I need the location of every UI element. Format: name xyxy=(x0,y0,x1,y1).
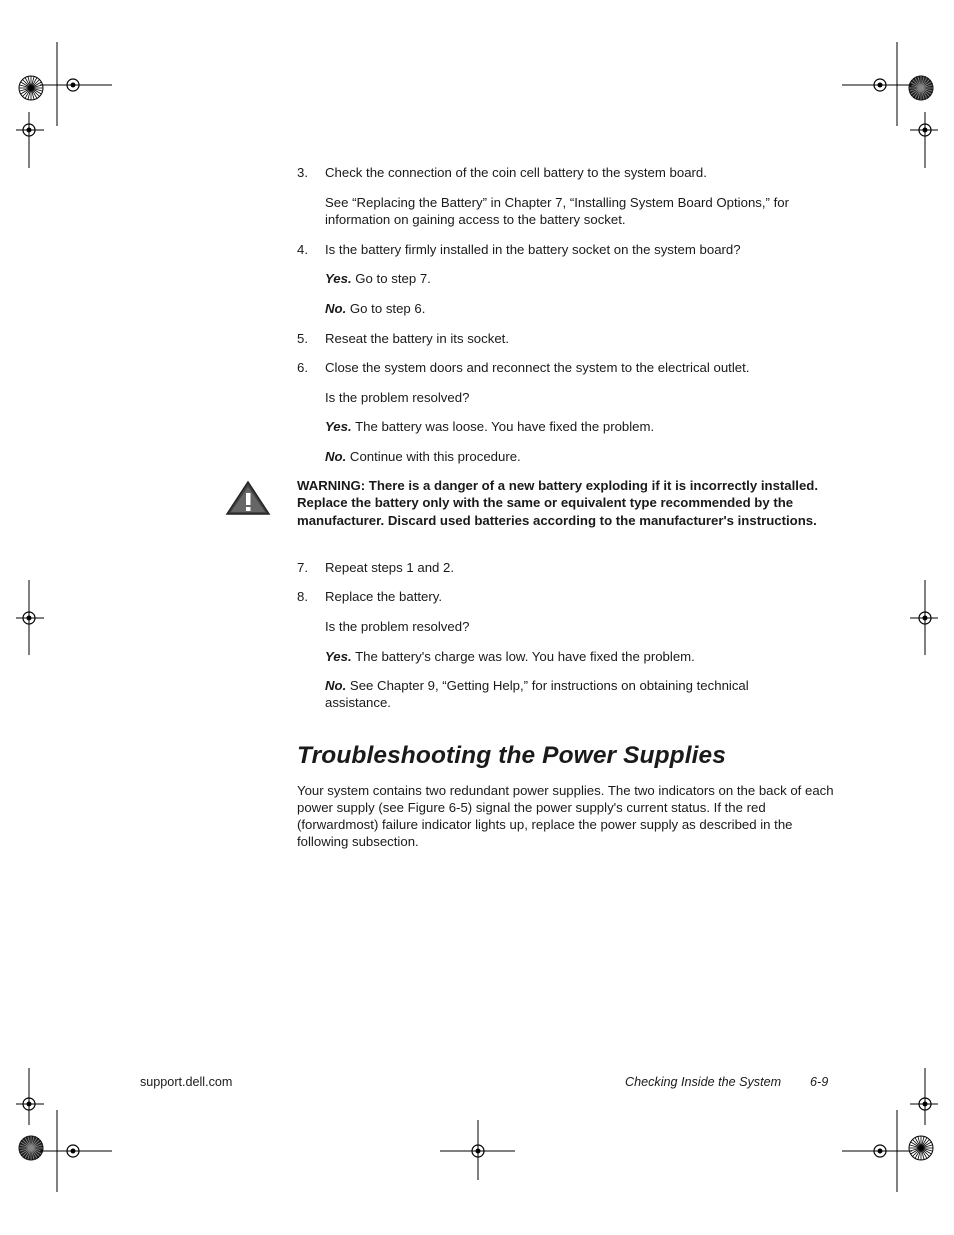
step-8-question: Is the problem resolved? xyxy=(325,619,470,634)
step-4-text: Is the battery firmly installed in the battery socket on the system board? xyxy=(325,242,741,257)
step-6-number: 6. xyxy=(297,360,308,375)
step-5-number: 5. xyxy=(297,331,308,346)
yes-label: Yes. xyxy=(325,271,352,286)
step-3-text: Check the connection of the coin cell battery to the system board. xyxy=(325,165,707,180)
no-label: No. xyxy=(325,678,347,693)
yes-label: Yes. xyxy=(325,649,352,664)
registration-starburst-icon xyxy=(19,1136,43,1160)
step-3-number: 3. xyxy=(297,165,308,180)
yes-text: The battery's charge was low. You have fixed the problem. xyxy=(351,649,695,664)
footer-chapter: Checking Inside the System xyxy=(625,1075,782,1089)
footer-page-number: 6-9 xyxy=(810,1075,829,1089)
section-heading: Troubleshooting the Power Supplies xyxy=(297,742,727,769)
no-text: Go to step 6. xyxy=(346,301,426,316)
no-label: No. xyxy=(325,449,347,464)
warning-text: WARNING: There is a danger of a new battery exploding if it is incorrectly installed. Replace the battery only with the same or equivalent type recommended by the manufacturer. Discard used batteries according to the manufacturer's instructions. xyxy=(297,478,819,528)
registration-starburst-icon xyxy=(909,76,933,100)
no-text: Continue with this procedure. xyxy=(346,449,521,464)
footer-url: support.dell.com xyxy=(140,1075,233,1089)
step-6-question: Is the problem resolved? xyxy=(325,390,470,405)
registration-starburst-icon xyxy=(909,1136,933,1160)
step-5-text: Reseat the battery in its socket. xyxy=(325,331,509,346)
step-7-number: 7. xyxy=(297,560,308,575)
step-6-text: Close the system doors and reconnect the system to the electrical outlet. xyxy=(325,360,750,375)
registration-starburst-icon xyxy=(19,76,43,100)
no-text: See Chapter 9, “Getting Help,” for instructions on obtaining technical assistance. xyxy=(325,678,749,710)
step-4-number: 4. xyxy=(297,242,308,257)
no-label: No. xyxy=(325,301,347,316)
yes-text: Go to step 7. xyxy=(351,271,431,286)
step-3-note: See “Replacing the Battery” in Chapter 7, “Installing System Board Options,” for information on gaining access to the battery socket. xyxy=(325,195,789,227)
step-8-number: 8. xyxy=(297,589,308,604)
section-body: Your system contains two redundant power supplies. The two indicators on the back of each power supply (see Figure 6-5) signal the power supply's current status. If the red (forwardmost) failure indicator lights up, replace the power supply as described in the following subsection. xyxy=(297,783,834,849)
step-7-text: Repeat steps 1 and 2. xyxy=(325,560,455,575)
step-8-text: Replace the battery. xyxy=(325,589,443,604)
yes-label: Yes. xyxy=(325,419,352,434)
yes-text: The battery was loose. You have fixed the problem. xyxy=(351,419,655,434)
